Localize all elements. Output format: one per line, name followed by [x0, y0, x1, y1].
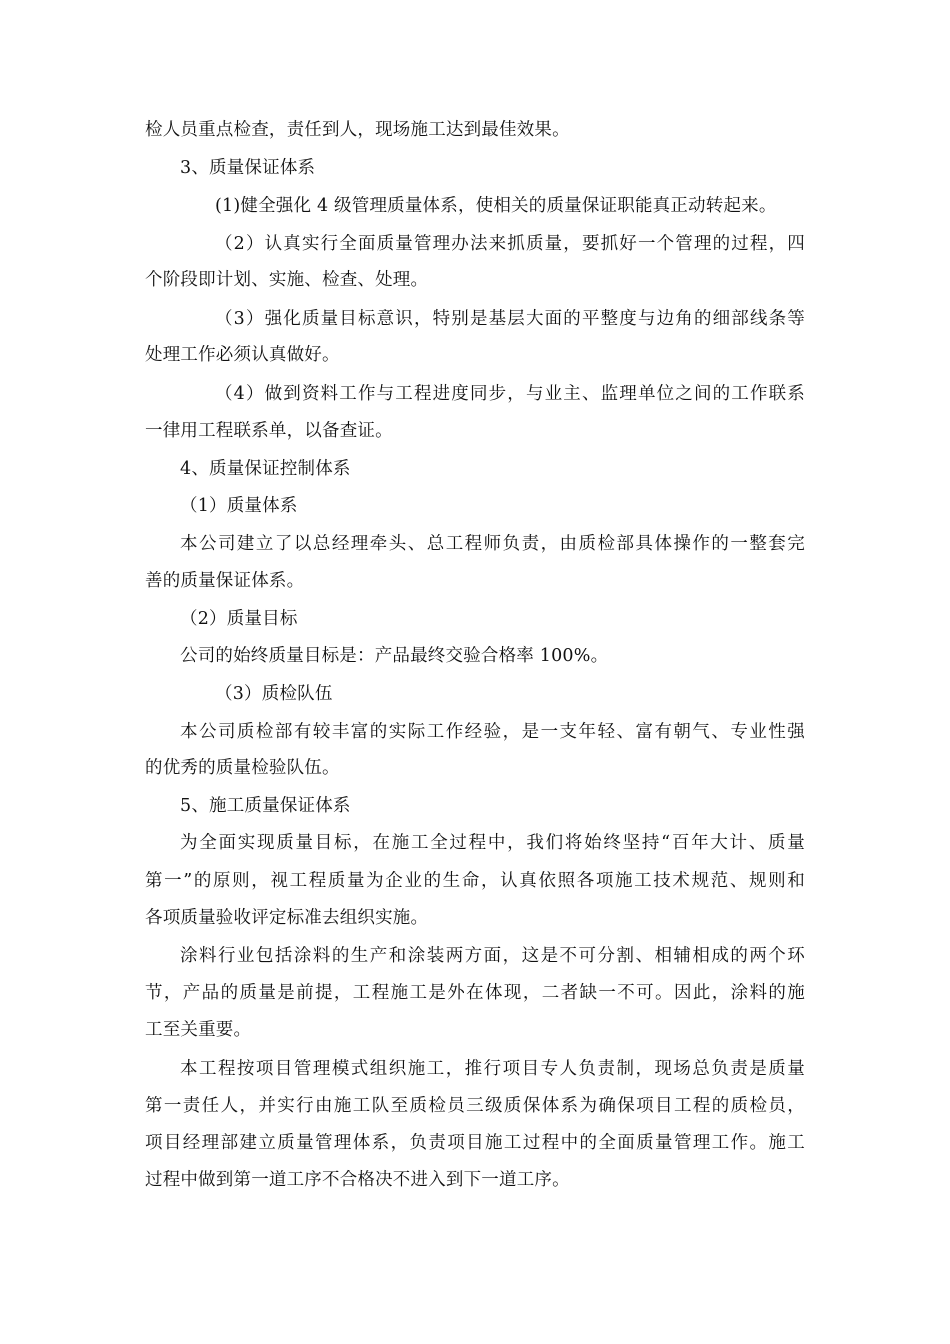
- text-line-28: 项目经理部建立质量管理体系，负责项目施工过程中的全面质量管理工作。施工: [145, 1133, 805, 1153]
- text-line-23: 涂料行业包括涂料的生产和涂装两方面，这是不可分割、相辅相成的两个环: [180, 946, 805, 966]
- subheading-quality-system: （1）质量体系: [180, 496, 298, 516]
- text-line-29: 过程中做到第一道工序不合格决不进入到下一道工序。: [145, 1170, 570, 1190]
- text-line-15: 公司的始终质量目标是：产品最终交验合格率 100%。: [180, 646, 609, 666]
- text-line-17: 本公司质检部有较丰富的实际工作经验，是一支年轻、富有朝气、专业性强: [180, 722, 805, 742]
- text-line-7: 处理工作必须认真做好。: [145, 345, 340, 365]
- text-line-5: 个阶段即计划、实施、检查、处理。: [145, 270, 429, 290]
- text-line-18: 的优秀的质量检验队伍。: [145, 758, 340, 778]
- text-line-25: 工至关重要。: [145, 1020, 252, 1040]
- subheading-quality-target: （2）质量目标: [180, 609, 298, 629]
- text-line-6: （3）强化质量目标意识，特别是基层大面的平整度与边角的细部线条等: [215, 309, 805, 329]
- section-heading-5: 5、施工质量保证体系: [180, 796, 351, 816]
- text-line-8: （4）做到资料工作与工程进度同步，与业主、监理单位之间的工作联系: [215, 384, 805, 404]
- text-line-13: 善的质量保证体系。: [145, 571, 305, 591]
- section-heading-3: 3、质量保证体系: [180, 158, 316, 178]
- text-line-20: 为全面实现质量目标，在施工全过程中，我们将始终坚持“百年大计、质量: [180, 833, 805, 853]
- text-line-24: 节，产品的质量是前提，工程施工是外在体现，二者缺一不可。因此，涂料的施: [145, 983, 805, 1003]
- text-line-1: 检人员重点检查，责任到人，现场施工达到最佳效果。: [145, 120, 570, 140]
- section-heading-4: 4、质量保证控制体系: [180, 459, 351, 479]
- text-line-3: (1)健全强化 4 级管理质量体系，使相关的质量保证职能真正动转起来。: [215, 196, 777, 216]
- text-line-9: 一律用工程联系单，以备查证。: [145, 421, 393, 441]
- text-line-26: 本工程按项目管理模式组织施工，推行项目专人负责制，现场总负责是质量: [180, 1059, 805, 1079]
- text-line-22: 各项质量验收评定标准去组织实施。: [145, 908, 429, 928]
- subheading-qc-team: （3）质检队伍: [215, 684, 333, 704]
- text-line-4: （2）认真实行全面质量管理办法来抓质量，要抓好一个管理的过程，四: [215, 234, 805, 254]
- text-line-27: 第一责任人，并实行由施工队至质检员三级质保体系为确保项目工程的质检员，: [145, 1096, 805, 1116]
- text-line-21: 第一”的原则，视工程质量为企业的生命，认真依照各项施工技术规范、规则和: [145, 871, 805, 891]
- text-line-12: 本公司建立了以总经理牵头、总工程师负责，由质检部具体操作的一整套完: [180, 534, 805, 554]
